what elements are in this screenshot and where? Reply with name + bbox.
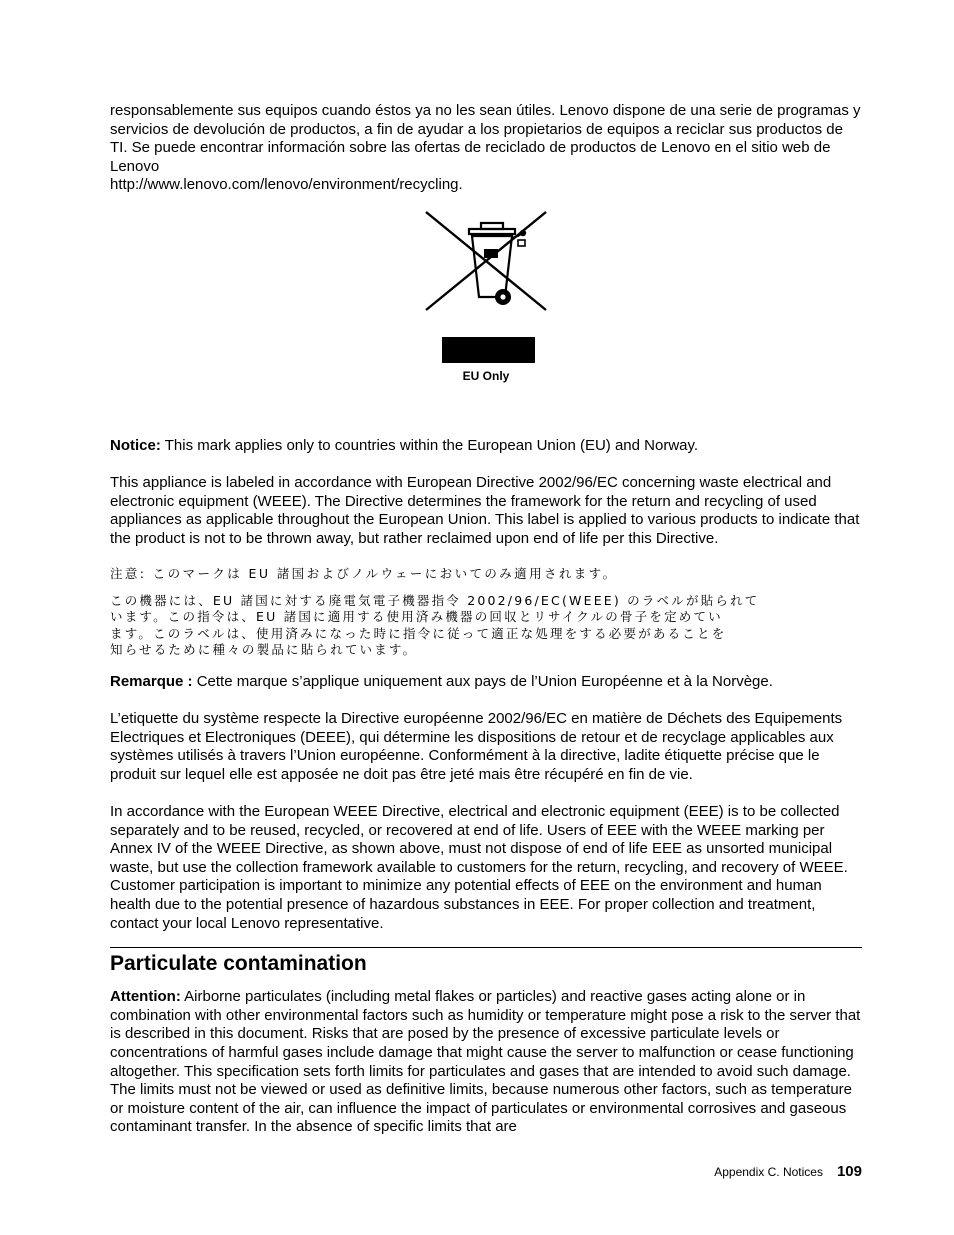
page-footer: [600, 1163, 862, 1181]
notice-text: This mark applies only to countries within the European Union (EU) and Norway.: [160, 436, 699, 454]
japanese-body: [110, 593, 770, 659]
footer-label: Appendix C. Notices: [714, 1165, 823, 1179]
notice-label: Notice:: [110, 436, 161, 454]
attention-paragraph: [110, 988, 862, 1137]
japanese-notice-block: [110, 566, 862, 659]
page-number: 109: [836, 1163, 862, 1180]
remarque-label: Remarque :: [110, 672, 193, 690]
section-heading: Particulate contamination: [110, 952, 367, 976]
section-divider: [110, 947, 862, 948]
page-content: [110, 102, 862, 1137]
french-paragraph: L’etiquette du système respecte la Directive européenne 2002/96/EC en matière de Déchets des Equipements Electriques et Electroniques (DEEE), qui détermine les dispositions de retour et de recyclage applicables aux systèmes utilisés à travers l’Union européenne. Conformément à la directive, ladite étiquette précise que le produit sur lequel elle est apposée ne doit pas être jeté mais être récupéré en fin de vie.: [110, 710, 843, 783]
crossed-out-wheelie-bin-icon: [423, 209, 549, 315]
japanese-notice: 注意: このマークは EU 諸国およびノルウェーにおいてのみ適用されます。: [110, 565, 618, 581]
recycling-url: http://www.lenovo.com/lenovo/environment/recycling.: [110, 176, 463, 194]
remarque-text: Cette marque s’applique uniquement aux pays de l’Union Européenne et à la Norvège.: [192, 672, 773, 690]
figure-caption: EU Only: [462, 368, 510, 383]
attention-label: Attention:: [110, 988, 181, 1006]
japanese-line: います。この指令は、EU 諸国に適用する使用済み機器の回収とリサイクルの骨子を定めてい: [110, 609, 723, 625]
remarque-paragraph: [110, 673, 862, 692]
japanese-line: 知らせるために種々の製品に貼られています。: [110, 642, 418, 658]
weee-figure: [110, 209, 862, 405]
attention-text: Airborne particulates (including metal flakes or particles) and reactive gases acting alone or in combination with other environmental factors such as humidity or temperature might pose a risk to the server that is described in this document. Risks that are posed by the presence of excessive particulate levels or concentrations of harmful gases include damage that might cause the server to malfunction or cease functioning altogether. This specification sets forth limits for particulates and gases that are intended to avoid such damage. The limits must not be viewed or used as definitive limits, because numerous other factors, such as temperature or moisture content of the air, can influence the impact of particulates or environmental corrosives and gaseous contaminant transfer. In the absence of specific limits that are: [110, 988, 861, 1136]
appliance-paragraph: This appliance is labeled in accordance with European Directive 2002/96/EC concerning waste electrical and electronic equipment (WEEE). The Directive determines the framework for the return and recycling of used appliances as applicable throughout the European Union. This label is applied to various products to indicate that the product is not to be thrown away, but rather reclaimed upon end of life per this Directive.: [110, 474, 860, 547]
weee-black-bar: [442, 337, 535, 363]
japanese-line: ます。このラベルは、使用済みになった時に指令に従って適正な処理をする必要があることを: [110, 625, 727, 641]
weee-paragraph: In accordance with the European WEEE Directive, electrical and electronic equipment (EEE) is to be collected separately and to be reused, recycled, or recovered at end of life. Users of EEE with the WEEE marking per Annex IV of the WEEE Directive, as shown above, must not dispose of end of life EEE as unsorted municipal waste, but use the collection framework available to customers for the return, recycling, and recovery of WEEE. Customer participation is important to minimize any potential effects of EEE on the environment and human health due to the potential presence of hazardous substances in EEE. For proper collection and treatment, contact your local Lenovo representative.: [110, 803, 848, 932]
notice-paragraph: [110, 437, 862, 456]
japanese-line: この機器には、EU 諸国に対する廃電気電子機器指令 2002/96/EC(WEEE) のラベルが貼られて: [110, 592, 760, 608]
intro-paragraph: responsablemente sus equipos cuando éstos ya no les sean útiles. Lenovo dispone de una serie de programas y servicios de devolución de productos, a fin de ayudar a los propietarios de equipos a reciclar sus productos de TI. Se puede encontrar información sobre las ofertas de reciclado de productos de Lenovo en el sitio web de Lenovo: [110, 102, 861, 175]
